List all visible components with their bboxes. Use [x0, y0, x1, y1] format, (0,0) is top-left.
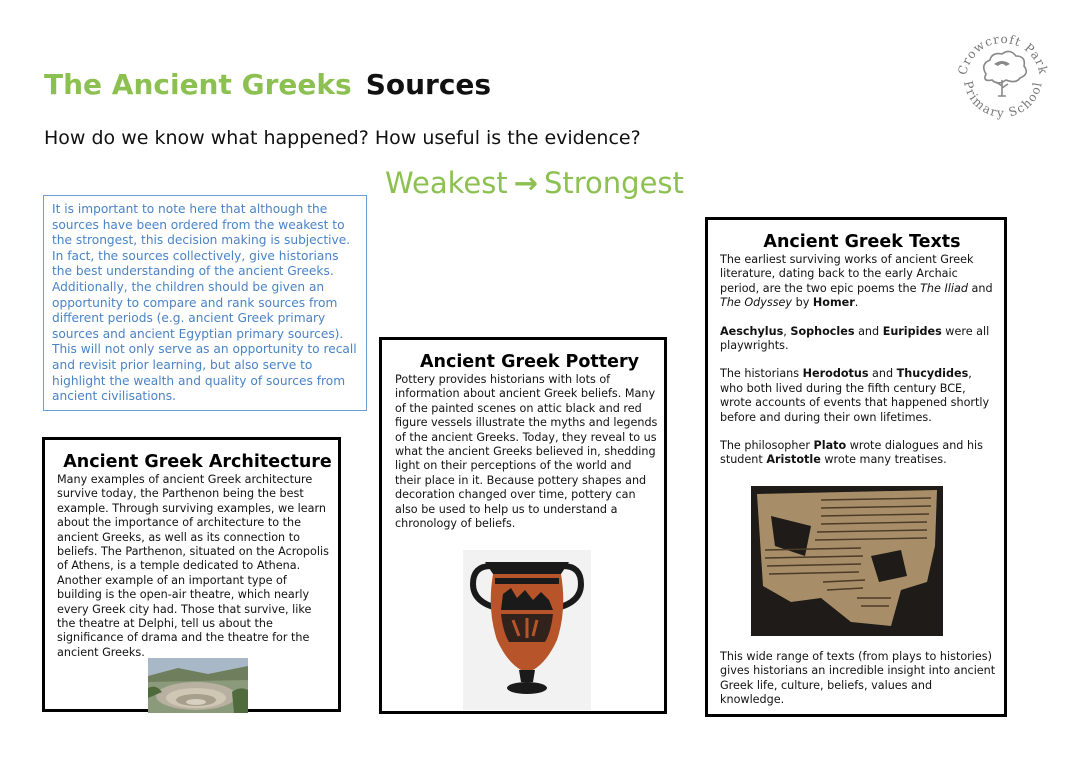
architecture-body: Many examples of ancient Greek architecture survive today, the Parthenon being the best example. Through surviving examples, we learn about the importance of architecture to the ancient Greeks, as well as its connection to beliefs. The Parthenon, situated on the Acropolis of Athens, is a temple dedicated to Athena. Another example of an important type of building is the open-air theatre, which nearly every Greek city had. Those that survive, like the theatre at Delphi, tell us about the significance of drama and the theatre for the ancient Greeks.: [57, 473, 329, 659]
pottery-card: [379, 337, 667, 714]
texts-paragraph-homer: The earliest surviving works of ancient Greek literature, dating back to the early Archaic period, are the two epic poems the The Iliad and The Odyssey by Homer.: [720, 253, 993, 310]
scale-strongest: Strongest: [543, 166, 684, 200]
teacher-note: [43, 195, 367, 411]
page-title: [44, 68, 491, 101]
architecture-title: Ancient Greek Architecture: [63, 452, 332, 472]
logo-top-text: Crowcroft Park: [955, 31, 1051, 77]
page-subtitle: How do we know what happened? How useful is the evidence?: [44, 127, 641, 149]
texts-card: [705, 217, 1007, 717]
texts-paragraph-historians: The historians Herodotus and Thucydides, who both lived during the fifth century BCE, wrote accounts of events that happened shortly before and during their own lifetimes.: [720, 367, 990, 424]
texts-paragraph-playwrights: Aeschylus, Sophocles and Euripides were all playwrights.: [720, 324, 990, 353]
title-sources: Sources: [365, 68, 492, 101]
scale-weakest: Weakest: [385, 166, 508, 200]
logo-bottom-text: Primary School: [960, 79, 1045, 121]
texts-paragraph-philosophers: The philosopher Plato wrote dialogues and his student Aristotle wrote many treatises.: [720, 439, 983, 467]
ranking-scale: [385, 166, 684, 200]
pottery-title: Ancient Greek Pottery: [419, 352, 640, 372]
vase-photo: [463, 550, 591, 710]
title-main: The Ancient Greeks: [44, 68, 352, 101]
tree-icon: [984, 51, 1027, 96]
svg-text:Primary School: [961, 79, 1045, 120]
theatre-photo: [148, 658, 248, 713]
arrow-right-icon: →: [513, 166, 538, 200]
architecture-card: [42, 437, 341, 712]
papyrus-photo: [751, 486, 943, 636]
texts-summary: This wide range of texts (from plays to histories) gives historians an incredible insight into ancient Greek life, culture, beliefs, values and knowledge.: [720, 650, 996, 707]
teacher-note-text: It is important to note here that although the sources have been ordered from the weakest to the strongest, this decision making is subjective. In fact, the sources collectively, give historians the best understanding of the ancient Greeks. Additionally, the children should be given an opportunity to compare and rank sources from different periods (e.g. ancient Greek primary sources and ancient Egyptian primary sources). This will not only serve as an opportunity to recall and revisit prior learning, but also serve to highlight the wealth and quality of sources from ancient civilisations.: [52, 202, 357, 404]
texts-title: Ancient Greek Texts: [763, 232, 961, 252]
pottery-body: Pottery provides historians with lots of information about ancient Greek beliefs. Many of the painted scenes on attic black and red figure vessels illustrate the myths and legends of the ancient Greeks. Today, they reveal to us what the ancient Greeks believed in, shedding light on their perceptions of the world and their place in it. Because pottery shapes and decoration changed over time, pottery can also be used to help us to understand a chronology of beliefs.: [395, 373, 658, 531]
school-logo: [950, 24, 1055, 124]
crow-icon: [994, 61, 1010, 66]
